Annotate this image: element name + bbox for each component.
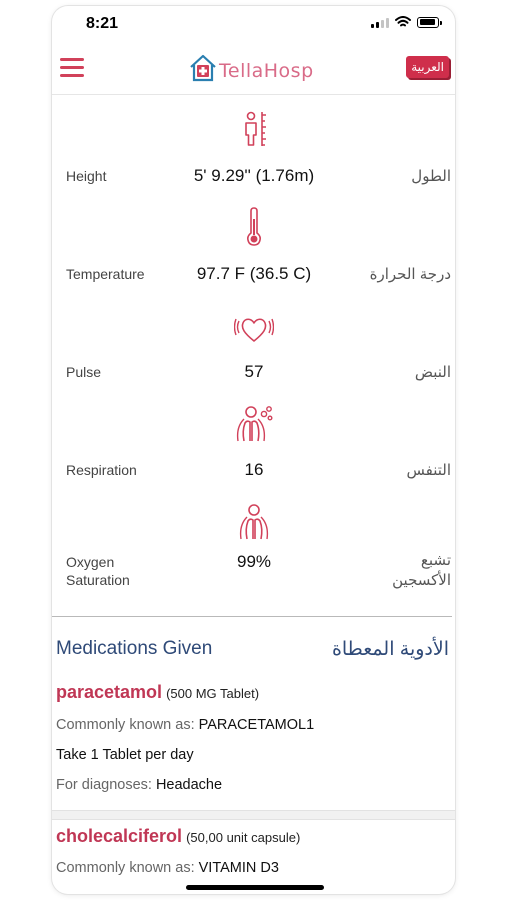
vital-label-ar: النبض bbox=[414, 364, 451, 381]
medications-header bbox=[52, 634, 455, 664]
language-toggle-button[interactable]: العربية bbox=[406, 56, 449, 78]
medication-known-as: Commonly known as: VITAMIN D3 bbox=[56, 860, 279, 876]
height-icon bbox=[234, 109, 274, 149]
app-logo bbox=[188, 53, 314, 83]
lungs-breath-icon bbox=[234, 405, 274, 445]
medication-diagnoses: For diagnoses: Headache bbox=[56, 777, 223, 793]
vital-label: Height bbox=[66, 168, 107, 184]
medication-name: paracetamol bbox=[56, 682, 163, 702]
medication-name-line bbox=[56, 826, 300, 847]
signal-icon bbox=[371, 17, 389, 28]
vital-value: 57 bbox=[244, 362, 264, 381]
vital-label-ar: التنفس bbox=[406, 462, 451, 479]
wifi-icon bbox=[395, 16, 411, 28]
status-time: 8:21 bbox=[86, 15, 119, 32]
lungs-oxygen-icon bbox=[234, 503, 274, 543]
vital-value: 16 bbox=[244, 460, 264, 479]
medications-title: Medications Given bbox=[56, 638, 213, 659]
medication-name: cholecalciferol bbox=[56, 826, 183, 846]
menu-button[interactable] bbox=[60, 58, 86, 80]
vital-value: 97.7 F (36.5 C) bbox=[196, 264, 312, 283]
vital-label: Oxygen Saturation bbox=[66, 554, 130, 588]
home-indicator bbox=[186, 885, 324, 890]
vital-label-ar: تشبع الأكسجين bbox=[392, 552, 451, 589]
battery-icon bbox=[417, 17, 439, 28]
medication-separator bbox=[52, 810, 455, 820]
section-divider bbox=[52, 616, 452, 617]
medications-title-ar: الأدوية المعطاة bbox=[331, 639, 449, 660]
medication-known-as: Commonly known as: PARACETAMOL1 bbox=[56, 717, 315, 733]
medication-dose: (500 MG Tablet) bbox=[166, 686, 260, 701]
vital-label-ar: درجة الحرارة bbox=[369, 266, 451, 283]
medication-name-line bbox=[56, 682, 259, 703]
vital-value: 99% bbox=[236, 552, 272, 571]
logo-text: TellaHosp bbox=[219, 60, 314, 82]
medication-instructions: Take 1 Tablet per day bbox=[56, 747, 194, 763]
medication-dose: (50,00 unit capsule) bbox=[186, 830, 301, 845]
vital-label: Pulse bbox=[66, 364, 102, 380]
phone-screen bbox=[52, 6, 455, 894]
heart-pulse-icon bbox=[234, 309, 274, 349]
app-header bbox=[52, 44, 455, 95]
status-icons bbox=[371, 16, 439, 28]
status-bar bbox=[52, 6, 455, 40]
thermometer-icon bbox=[234, 207, 274, 247]
house-cross-icon bbox=[188, 53, 218, 83]
vital-value: 5' 9.29'' (1.76m) bbox=[193, 166, 315, 185]
vital-label: Temperature bbox=[66, 266, 145, 282]
vital-label-ar: الطول bbox=[411, 168, 451, 185]
vital-label: Respiration bbox=[66, 462, 137, 478]
